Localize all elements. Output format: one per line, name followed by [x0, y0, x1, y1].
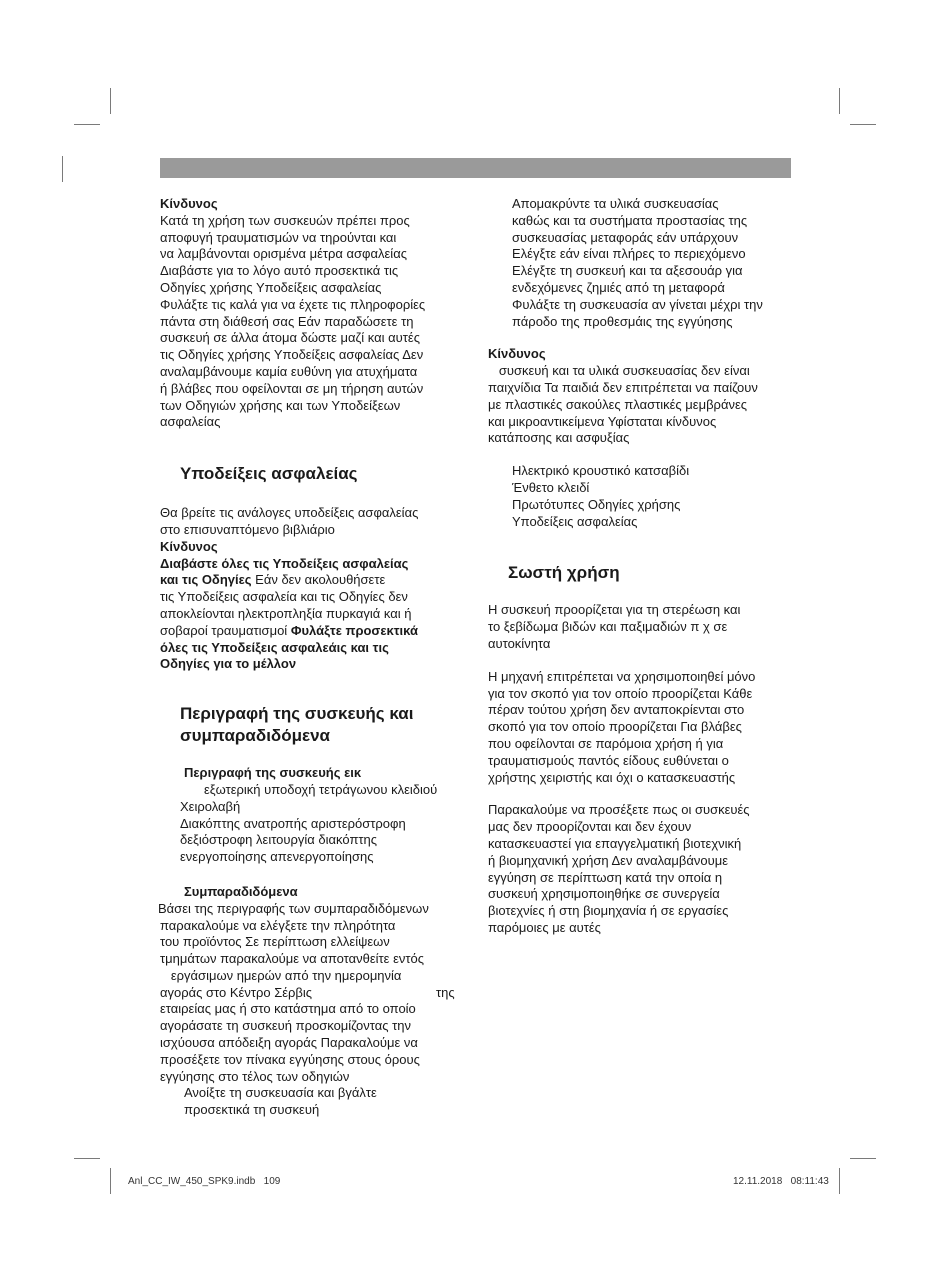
- packaging-step: Ελέγξτε εάν είναι πλήρες το περιεχόμενο: [512, 246, 746, 262]
- supplied-text: [160, 985, 480, 1002]
- safety-text: Θα βρείτε τις ανάλογες υποδείξεις ασφαλείας: [160, 505, 419, 521]
- supplied-title: Συμπαραδιδόμενα: [184, 883, 298, 899]
- supplied-item: Υποδείξεις ασφαλείας: [512, 513, 638, 529]
- supplied-text: αγοράς στο Κέντρο Σέρβις: [160, 984, 313, 1000]
- danger-text: των Οδηγιών χρήσης και των Υποδείξεων: [160, 397, 401, 413]
- right-column: [488, 196, 798, 937]
- danger-text: πάντα στη διάθεσή σας Εάν παραδώσετε τη: [160, 313, 414, 329]
- crop-mark: [110, 88, 111, 114]
- use-text: συσκευή χρησιμοποιηθήκε σε συνεργεία: [488, 886, 720, 902]
- danger-title: Κίνδυνος: [160, 196, 218, 211]
- danger-text: αποκλείονται ηλεκτροπληξία πυρκαγιά και ή: [160, 605, 412, 621]
- crop-mark: [850, 124, 876, 125]
- description-item: ενεργοποίησης απενεργοποίησης: [180, 849, 374, 865]
- danger-text: [160, 572, 480, 589]
- use-text: αυτοκίνητα: [488, 635, 551, 651]
- crop-mark: [839, 88, 840, 114]
- supplied-text: παρακαλούμε να ελέγξετε την πληρότητα: [160, 917, 396, 933]
- danger-text-bold: Φυλάξτε προσεκτικά: [290, 622, 418, 638]
- use-text: Η συσκευή προορίζεται για τη στερέωση και: [488, 602, 741, 618]
- crop-mark: [110, 1168, 111, 1194]
- danger-text: ή βλάβες που οφείλονται σε μη τήρηση αυτών: [160, 380, 424, 396]
- use-text: Η μηχανή επιτρέπεται να χρησιμοποιηθεί μόνο: [488, 668, 756, 684]
- footer-file-info: Anl_CC_IW_450_SPK9.indb 109: [128, 1176, 281, 1187]
- use-text: το ξεβίδωμα βιδών και παξιμαδιών π χ σε: [488, 619, 728, 635]
- danger-title: Κίνδυνος: [488, 346, 546, 362]
- open-step: Ανοίξτε τη συσκευασία και βγάλτε: [184, 1085, 377, 1101]
- supplied-text: τμημάτων παρακαλούμε να αποτανθείτε εντός: [160, 951, 425, 967]
- packaging-step: Απομακρύντε τα υλικά συσκευασίας: [512, 196, 719, 211]
- packaging-step: πάροδο της προθεσμάις της εγγύησης: [512, 313, 733, 329]
- packaging-step: ενδεχόμενες ζημιές από τη μεταφορά: [512, 279, 725, 295]
- use-text: μας δεν προορίζονται και δεν έχουν: [488, 819, 692, 835]
- danger-text-bold: Οδηγίες για το μέλλον: [160, 656, 297, 672]
- safety-text: στο επισυναπτόμενο βιβλιάριο: [160, 521, 335, 537]
- use-text: ή βιομηχανική χρήση Δεν αναλαμβάνουμε: [488, 852, 729, 868]
- use-text: που οφείλονται σε παρόμοια χρήση ή για: [488, 735, 724, 751]
- supplied-text: αγοράσατε τη συσκευή προσκομίζοντας την: [160, 1018, 411, 1034]
- danger-text: τις Οδηγίες χρήσης Υποδείξεις ασφαλείας Δεν: [160, 347, 424, 363]
- packaging-step: καθώς και τα συστήματα προστασίας της: [512, 212, 748, 228]
- supplied-item: Πρωτότυπες Οδηγίες χρήσης: [512, 496, 681, 512]
- danger-text: κατάποσης και ασφυξίας: [488, 430, 630, 446]
- heading-safety: Υποδείξεις ασφαλείας: [180, 464, 358, 484]
- header-bar: [160, 158, 791, 178]
- danger-title: Κίνδυνος: [160, 538, 218, 554]
- use-text: εγγύηση σε περίπτωση κατά την οποία η: [488, 869, 723, 885]
- description-item: Διακόπτης ανατροπής αριστερόστροφη: [180, 815, 406, 831]
- description-item: εξωτερική υποδοχή τετράγωνου κλειδιού: [204, 781, 438, 797]
- use-text: παρόμοιες με αυτές: [488, 919, 601, 935]
- supplied-text: προσέξετε τον πίνακα εγγύησης στους όρους: [160, 1051, 420, 1067]
- description-subtitle: Περιγραφή της συσκευής εικ: [184, 765, 362, 781]
- crop-mark: [74, 124, 100, 125]
- heading-proper-use: Σωστή χρήση: [508, 563, 620, 583]
- supplied-text: του προϊόντος Σε περίπτωση ελλείψεων: [160, 934, 390, 950]
- supplied-item: Ένθετο κλειδί: [512, 479, 590, 495]
- danger-text: σοβαροί τραυματισμοί: [160, 622, 291, 638]
- description-item: δεξιόστροφη λειτουργία διακόπτης: [180, 832, 378, 848]
- description-item: Χειρολαβή: [180, 798, 241, 814]
- left-column: [160, 196, 480, 1119]
- danger-text-bold: Διαβάστε όλες τις Υποδείξεις ασφαλείας: [160, 555, 409, 571]
- danger-text: συσκευή σε άλλα άτομα δώστε μαζί και αυτές: [160, 330, 420, 346]
- danger-text: αναλαμβάνουμε καμία ευθύνη για ατυχήματα: [160, 363, 418, 379]
- supplied-text: εργάσιμων ημερών από την ημερομηνία: [160, 967, 402, 983]
- danger-text: ασφαλείας: [160, 414, 221, 430]
- danger-text-bold: όλες τις Υποδείξεις ασφαλεάις και τις: [160, 639, 389, 655]
- supplied-item: Ηλεκτρικό κρουστικό κατσαβίδι: [512, 463, 690, 479]
- crop-mark: [850, 1158, 876, 1159]
- danger-text: παιχνίδια Τα παιδιά δεν επιτρέπεται να παίζουν: [488, 379, 758, 395]
- danger-text: συσκευή και τα υλικά συσκευασίας δεν είναι: [488, 363, 750, 379]
- danger-text: Διαβάστε για το λόγο αυτό προσεκτικά τις: [160, 263, 399, 279]
- danger-text: Κατά τη χρήση των συσκευών πρέπει προς: [160, 212, 410, 228]
- supplied-text: εταιρείας μας ή στο κατάστημα από το οποίο: [160, 1001, 416, 1017]
- open-step: προσεκτικά τη συσκευή: [184, 1102, 320, 1118]
- danger-text: να λαμβάνονται ορισμένα μέτρα ασφαλείας: [160, 246, 407, 262]
- heading-description: συμπαραδιδόμενα: [180, 726, 330, 746]
- supplied-text: ισχύουσα απόδειξη αγοράς Παρακαλούμε να: [160, 1035, 418, 1051]
- footer-timestamp: 12.11.2018 08:11:43: [733, 1176, 829, 1187]
- danger-text: με πλαστικές σακούλες πλαστικές μεμβράνες: [488, 396, 748, 412]
- danger-text: τις Υποδείξεις ασφαλεία και τις Οδηγίες δεν: [160, 589, 408, 605]
- use-text: για τον σκοπό για τον οποίο προορίζεται Κάθε: [488, 685, 753, 701]
- danger-text: Εάν δεν ακολουθήσετε: [251, 572, 386, 588]
- danger-text: Φυλάξτε τις καλά για να έχετε τις πληροφορίες: [160, 296, 426, 312]
- use-text: βιοτεχνίες ή στη βιομηχανία ή σε εργασίες: [488, 903, 729, 919]
- use-text: κατασκευαστεί για επαγγελματική βιοτεχνική: [488, 835, 742, 851]
- danger-text: αποφυγή τραυματισμών να τηρούνται και: [160, 229, 397, 245]
- danger-text: Οδηγίες χρήσης Υποδείξεις ασφαλείας: [160, 279, 382, 295]
- packaging-step: Φυλάξτε τη συσκευασία αν γίνεται μέχρι την: [512, 296, 763, 312]
- danger-text: [160, 623, 480, 640]
- packaging-step: Ελέγξτε τη συσκευή και τα αξεσουάρ για: [512, 263, 743, 279]
- use-text: σκοπό για τον οποίο προορίζεται Για βλάβες: [488, 719, 742, 735]
- crop-mark: [74, 1158, 100, 1159]
- use-text: χρήστης χειριστής και όχι ο κατασκευαστής: [488, 769, 736, 785]
- crop-mark: [62, 156, 63, 182]
- use-text: τραυματισμούς παντός είδους ευθύνεται ο: [488, 752, 729, 768]
- danger-text: και μικροαντικείμενα Υφίσταται κίνδυνος: [488, 413, 717, 429]
- danger-text-bold: και τις Οδηγίες: [160, 572, 252, 588]
- packaging-step: συσκευασίας μεταφοράς εάν υπάρχουν: [512, 229, 739, 245]
- supplied-text: εγγύησης στο τέλος των οδηγιών: [160, 1068, 350, 1084]
- heading-description: Περιγραφή της συσκευής και: [180, 704, 414, 724]
- use-text: Παρακαλούμε να προσέξετε πως οι συσκευές: [488, 802, 750, 818]
- crop-mark: [839, 1168, 840, 1194]
- use-text: πέραν τούτου χρήση δεν ανταποκρίενται στο: [488, 702, 745, 718]
- supplied-text: της: [436, 984, 455, 1000]
- supplied-text: Βάσει της περιγραφής των συμπαραδιδόμενων: [158, 900, 429, 916]
